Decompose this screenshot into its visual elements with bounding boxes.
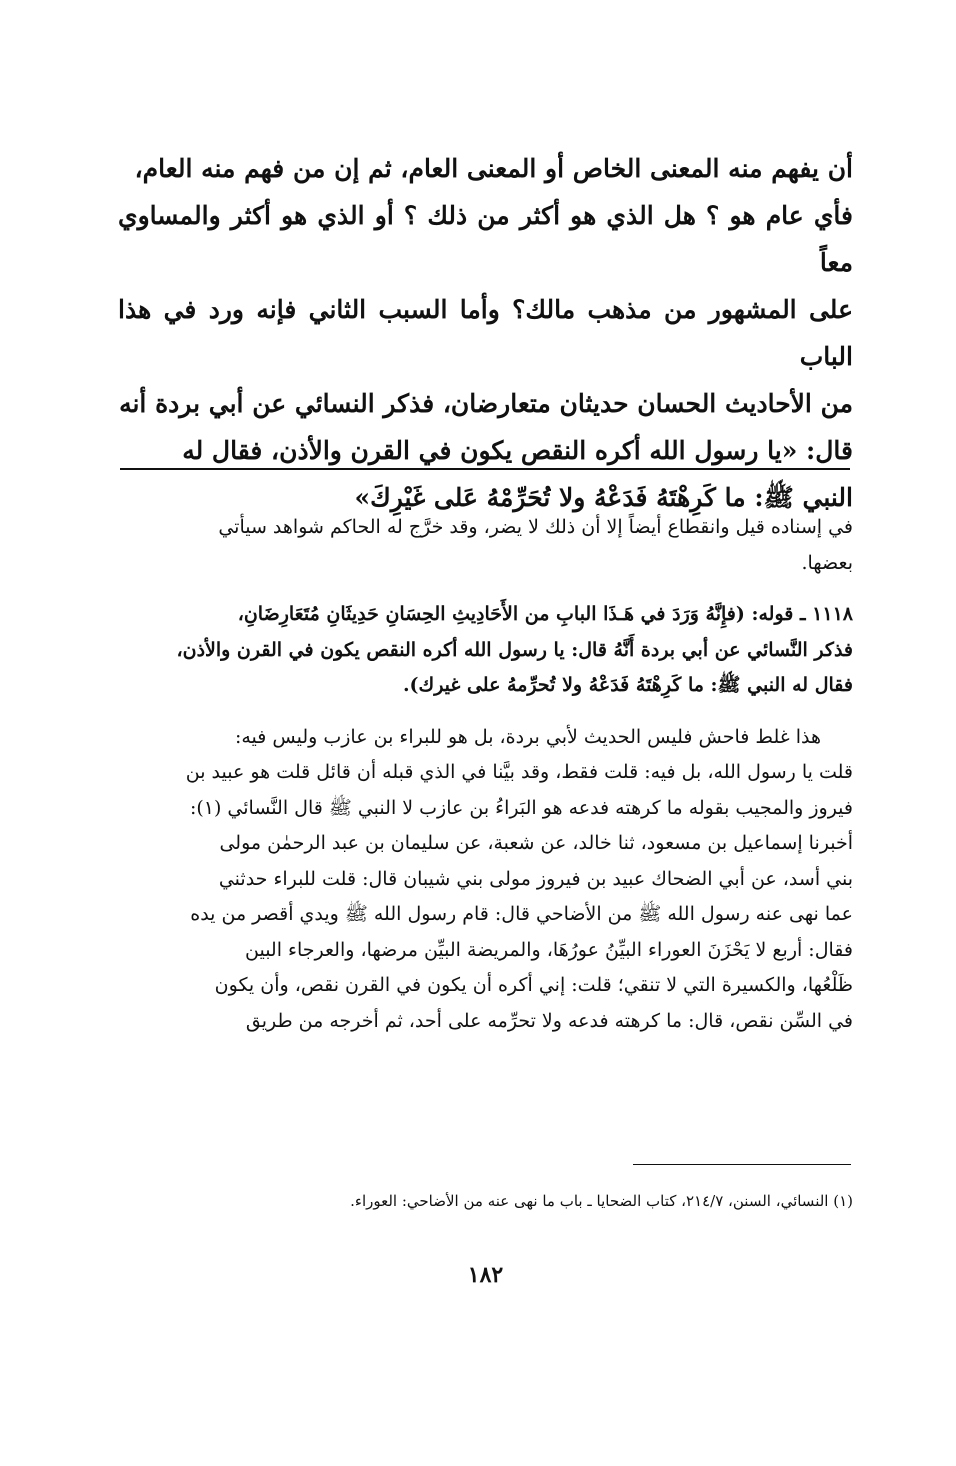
- commentary-line: هذا غلط فاحش فليس الحديث لأبي بردة، بل هو للبراء بن عازب وليس فيه:: [234, 725, 821, 748]
- commentary-line: فذكر النَّسائي عن أبي بردة أَنَّهُ قال: يا رسول الله أكره النقص يكون في القرن والأذن،: [176, 638, 853, 661]
- commentary-line: ظَلْعُها، والكسيرة التي لا تنقي؛ قلت: إني أكره أن يكون في القرن نقص، وأن يكون: [214, 974, 853, 996]
- commentary-line: فقال له النبي ﷺ: ما كَرِهْتَهُ فَدَعْهُ ولا تُحرِّمهُ على غيرك).: [402, 674, 853, 696]
- commentary-line: في السِّن نقص، قال: ما كرهته فدعه ولا تحرِّمه على أحد، ثم أخرجه من طريق: [245, 1009, 853, 1032]
- commentary-line: بني أسد، عن أبي الضحاك عبيد بن فيروز مولى بني شيبان قال: قلت للبراء حدثني: [218, 867, 853, 890]
- main-text-divider: [120, 468, 850, 470]
- commentary-line: في إسناده قيل وانقطاع أيضاً إلا أن ذلك لا يضر، وقد خرَّج له الحاكم شواهد سيأتي: [218, 516, 853, 538]
- commentary-line: ١١١٨ ـ قوله: (فإِنَّهُ وَرَدَ في هَـذَا البابِ من الأَحَادِيثِ الحِسَانِ حَدِيثَانِ مُتَعَارِضَانِ،: [237, 603, 853, 625]
- page-number: ١٨٢: [467, 1262, 504, 1288]
- commentary-line: عما نهى عنه رسول الله ﷺ من الأضاحي قال: قام رسول الله ﷺ ويدي أقصر من يده: [190, 903, 853, 925]
- main-text-line: فأي عام هو ؟ هل الذي هو أكثر من ذلك ؟ أو الذي هو أكثر والمساوي معاً: [118, 201, 853, 277]
- commentary-line: فيروز والمجيب بقوله ما كرهته فدعه هو البَراءُ بن عازب لا النبي ﷺ قال النَّسائي (١):: [189, 796, 853, 819]
- commentary-line: بعضها.: [801, 551, 853, 574]
- main-text-block: [118, 145, 853, 521]
- main-text-line: النبي ﷺ: ما كَرِهْتَهُ فَدَعْهُ ولا تُحَرِّمْهُ عَلى غَيْرِكَ»: [354, 483, 853, 512]
- footnote: (١) النسائي، السنن، ٢١٤/٧، كتاب الضحايا ـ باب ما نهى عنه من الأضاحي: العوراء.: [350, 1192, 853, 1210]
- commentary-block: [118, 510, 853, 1039]
- commentary-paragraph-1: [118, 510, 853, 581]
- main-text-line: على المشهور من مذهب مالك؟ وأما السبب الثاني فإنه ورد في هذا الباب: [118, 295, 853, 371]
- commentary-paragraph-quote: [118, 597, 853, 704]
- commentary-line: أخبرنا إسماعيل بن مسعود، ثنا خالد، عن شعبة، عن سليمان بن عبد الرحمٰن مولى: [219, 832, 853, 854]
- main-text-line: أن يفهم منه المعنى الخاص أو المعنى العام، ثم إن من فهم منه العام،: [134, 154, 853, 183]
- commentary-paragraph-3: [118, 720, 853, 1040]
- footnote-divider: [633, 1164, 851, 1165]
- commentary-line: قلت يا رسول الله، بل فيه: قلت فقط، وقد بيَّنا في الذي قبله أن قائل قلت هو عبيد بن: [185, 761, 853, 783]
- commentary-line: فقال: أربع لا يَحْزَنَ العوراء البيِّنُ عورُهَا، والمريضة البيِّن مرضها، والعرجاء البين: [245, 938, 853, 961]
- main-text-line: من الأحاديث الحسان حديثان متعارضان، فذكر النسائي عن أبي بردة أنه: [119, 389, 853, 418]
- book-page: [118, 0, 853, 1466]
- main-text-line: قال: «يا رسول الله أكره النقص يكون في القرن والأذن، فقال له: [182, 436, 853, 465]
